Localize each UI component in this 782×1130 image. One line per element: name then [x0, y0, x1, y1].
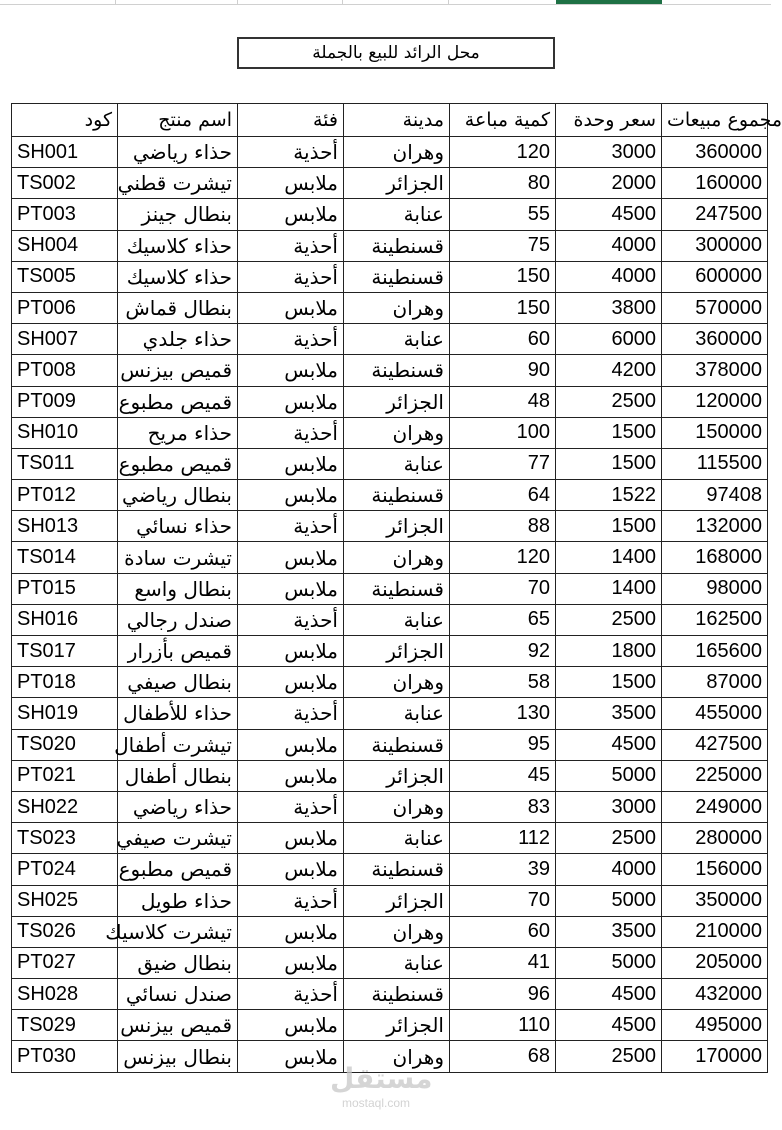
cell-qty[interactable]: 65 — [450, 604, 556, 635]
cell-city[interactable]: الجزائر — [344, 760, 450, 791]
cell-code[interactable]: TS011 — [12, 448, 118, 479]
cell-category[interactable]: ملابس — [238, 199, 344, 230]
cell-total[interactable]: 115500 — [662, 448, 768, 479]
cell-category[interactable]: أحذية — [238, 261, 344, 292]
cell-city[interactable]: وهران — [344, 667, 450, 698]
cell-price[interactable]: 4500 — [556, 1010, 662, 1041]
table-row — [12, 573, 768, 604]
cell-product[interactable]: بنطال بيزنس — [118, 1041, 238, 1072]
cell-qty[interactable]: 120 — [450, 137, 556, 168]
cell-total[interactable]: 360000 — [662, 324, 768, 355]
cell-product[interactable]: قميص بيزنس — [118, 355, 238, 386]
cell-product[interactable]: حذاء كلاسيك — [118, 261, 238, 292]
cell-code[interactable]: TS005 — [12, 261, 118, 292]
cell-product[interactable]: تيشرت سادة — [118, 542, 238, 573]
cell-total[interactable]: 600000 — [662, 261, 768, 292]
cell-product[interactable]: تيشرت كلاسيك — [118, 916, 238, 947]
cell-price[interactable]: 5000 — [556, 760, 662, 791]
cell-product[interactable]: قميص بأزرار — [118, 636, 238, 667]
cell-city[interactable]: الجزائر — [344, 386, 450, 417]
cell-total[interactable]: 378000 — [662, 355, 768, 386]
table-row — [12, 168, 768, 199]
cell-code[interactable]: PT006 — [12, 292, 118, 323]
cell-city[interactable]: وهران — [344, 791, 450, 822]
cell-city[interactable]: قسنطينة — [344, 230, 450, 261]
cell-city[interactable]: قسنطينة — [344, 854, 450, 885]
table-row — [12, 1041, 768, 1072]
cell-product[interactable]: صندل رجالي — [118, 604, 238, 635]
cell-code[interactable]: PT030 — [12, 1041, 118, 1072]
cell-price[interactable]: 2500 — [556, 823, 662, 854]
cell-city[interactable]: عنابة — [344, 604, 450, 635]
cell-category[interactable]: ملابس — [238, 168, 344, 199]
cell-total[interactable]: 360000 — [662, 137, 768, 168]
cell-qty[interactable]: 39 — [450, 854, 556, 885]
cell-price[interactable]: 2500 — [556, 1041, 662, 1072]
cell-qty[interactable]: 90 — [450, 355, 556, 386]
cell-qty[interactable]: 110 — [450, 1010, 556, 1041]
cell-code[interactable]: TS017 — [12, 636, 118, 667]
cell-code[interactable]: TS002 — [12, 168, 118, 199]
table-row — [12, 885, 768, 916]
cell-product[interactable]: حذاء نسائي — [118, 511, 238, 542]
cell-city[interactable]: الجزائر — [344, 511, 450, 542]
cell-city[interactable]: وهران — [344, 137, 450, 168]
cell-code[interactable]: PT027 — [12, 947, 118, 978]
cell-city[interactable]: عنابة — [344, 698, 450, 729]
cell-city[interactable]: عنابة — [344, 324, 450, 355]
cell-price[interactable]: 1500 — [556, 511, 662, 542]
sheet-title-text: محل الرائد للبيع بالجملة — [312, 43, 480, 63]
cell-qty[interactable]: 70 — [450, 885, 556, 916]
cell-qty[interactable]: 58 — [450, 667, 556, 698]
cell-price[interactable]: 2000 — [556, 168, 662, 199]
table-row — [12, 1010, 768, 1041]
cell-product[interactable]: حذاء طويل — [118, 885, 238, 916]
cell-product[interactable]: قميص مطبوع — [118, 854, 238, 885]
cell-category[interactable]: أحذية — [238, 791, 344, 822]
table-row — [12, 137, 768, 168]
table-row — [12, 230, 768, 261]
cell-category[interactable]: ملابس — [238, 916, 344, 947]
column-divider — [342, 0, 343, 4]
cell-price[interactable]: 1400 — [556, 573, 662, 604]
cell-city[interactable]: الجزائر — [344, 885, 450, 916]
cell-qty[interactable]: 150 — [450, 292, 556, 323]
table-row — [12, 791, 768, 822]
cell-code[interactable]: PT015 — [12, 573, 118, 604]
cell-category[interactable]: ملابس — [238, 729, 344, 760]
cell-total[interactable]: 120000 — [662, 386, 768, 417]
cell-total[interactable]: 150000 — [662, 417, 768, 448]
cell-code[interactable]: SH004 — [12, 230, 118, 261]
cell-total[interactable]: 160000 — [662, 168, 768, 199]
cell-qty[interactable]: 80 — [450, 168, 556, 199]
cell-qty[interactable]: 60 — [450, 324, 556, 355]
table-row — [12, 386, 768, 417]
cell-qty[interactable]: 95 — [450, 729, 556, 760]
watermark-url: mostaql.com — [342, 1096, 411, 1110]
cell-category[interactable]: ملابس — [238, 636, 344, 667]
cell-city[interactable]: وهران — [344, 292, 450, 323]
cell-total[interactable]: 300000 — [662, 230, 768, 261]
table-row — [12, 947, 768, 978]
cell-product[interactable]: تيشرت قطني — [118, 168, 238, 199]
header-row — [12, 104, 768, 137]
header-product[interactable]: اسم منتج — [118, 104, 238, 137]
cell-category[interactable]: ملابس — [238, 542, 344, 573]
cell-price[interactable]: 4000 — [556, 261, 662, 292]
cell-city[interactable]: عنابة — [344, 947, 450, 978]
cell-category[interactable]: ملابس — [238, 760, 344, 791]
cell-category[interactable]: ملابس — [238, 573, 344, 604]
cell-qty[interactable]: 130 — [450, 698, 556, 729]
cell-price[interactable]: 1800 — [556, 636, 662, 667]
cell-price[interactable]: 6000 — [556, 324, 662, 355]
cell-category[interactable]: أحذية — [238, 417, 344, 448]
cell-category[interactable]: ملابس — [238, 386, 344, 417]
cell-category[interactable]: أحذية — [238, 979, 344, 1010]
cell-code[interactable]: SH025 — [12, 885, 118, 916]
cell-product[interactable]: قميص مطبوع — [118, 386, 238, 417]
cell-total[interactable]: 162500 — [662, 604, 768, 635]
cell-city[interactable]: الجزائر — [344, 636, 450, 667]
cell-total[interactable]: 350000 — [662, 885, 768, 916]
cell-city[interactable]: عنابة — [344, 199, 450, 230]
table-row — [12, 199, 768, 230]
cell-price[interactable]: 4500 — [556, 979, 662, 1010]
cell-city[interactable]: وهران — [344, 417, 450, 448]
cell-code[interactable]: SH022 — [12, 791, 118, 822]
table-row — [12, 698, 768, 729]
cell-code[interactable]: PT009 — [12, 386, 118, 417]
cell-category[interactable]: أحذية — [238, 324, 344, 355]
cell-total[interactable]: 205000 — [662, 947, 768, 978]
table-row — [12, 292, 768, 323]
cell-qty[interactable]: 112 — [450, 823, 556, 854]
cell-total[interactable]: 432000 — [662, 979, 768, 1010]
cell-price[interactable]: 2500 — [556, 604, 662, 635]
cell-product[interactable]: بنطال أطفال — [118, 760, 238, 791]
table-row — [12, 417, 768, 448]
cell-code[interactable]: TS014 — [12, 542, 118, 573]
cell-qty[interactable]: 64 — [450, 480, 556, 511]
table-row — [12, 355, 768, 386]
cell-city[interactable]: قسنطينة — [344, 355, 450, 386]
cell-total[interactable]: 427500 — [662, 729, 768, 760]
table-row — [12, 511, 768, 542]
selected-column-indicator — [556, 0, 662, 4]
cell-price[interactable]: 4000 — [556, 854, 662, 885]
cell-product[interactable]: صندل نسائي — [118, 979, 238, 1010]
cell-total[interactable]: 455000 — [662, 698, 768, 729]
cell-total[interactable]: 210000 — [662, 916, 768, 947]
cell-category[interactable]: ملابس — [238, 854, 344, 885]
cell-qty[interactable]: 45 — [450, 760, 556, 791]
cell-product[interactable]: قميص بيزنس — [118, 1010, 238, 1041]
cell-total[interactable]: 168000 — [662, 542, 768, 573]
cell-product[interactable]: حذاء جلدي — [118, 324, 238, 355]
table-row — [12, 854, 768, 885]
cell-code[interactable]: SH016 — [12, 604, 118, 635]
cell-qty[interactable]: 48 — [450, 386, 556, 417]
cell-product[interactable]: بنطال واسع — [118, 573, 238, 604]
cell-price[interactable]: 2500 — [556, 386, 662, 417]
cell-category[interactable]: ملابس — [238, 1041, 344, 1072]
cell-category[interactable]: ملابس — [238, 292, 344, 323]
cell-category[interactable]: ملابس — [238, 448, 344, 479]
table-row — [12, 667, 768, 698]
cell-price[interactable]: 3500 — [556, 916, 662, 947]
cell-price[interactable]: 1500 — [556, 667, 662, 698]
cell-price[interactable]: 3000 — [556, 137, 662, 168]
cell-price[interactable]: 3800 — [556, 292, 662, 323]
cell-category[interactable]: ملابس — [238, 823, 344, 854]
cell-total[interactable]: 495000 — [662, 1010, 768, 1041]
cell-city[interactable]: قسنطينة — [344, 261, 450, 292]
cell-qty[interactable]: 75 — [450, 230, 556, 261]
sales-table — [11, 103, 782, 1073]
cell-code[interactable]: TS026 — [12, 916, 118, 947]
cell-city[interactable]: عنابة — [344, 823, 450, 854]
cell-code[interactable]: PT003 — [12, 199, 118, 230]
cell-price[interactable]: 1500 — [556, 448, 662, 479]
cell-code[interactable]: PT021 — [12, 760, 118, 791]
cell-category[interactable]: أحذية — [238, 137, 344, 168]
cell-qty[interactable]: 88 — [450, 511, 556, 542]
cell-total[interactable]: 225000 — [662, 760, 768, 791]
cell-total[interactable]: 280000 — [662, 823, 768, 854]
cell-code[interactable]: SH001 — [12, 137, 118, 168]
cell-price[interactable]: 5000 — [556, 885, 662, 916]
cell-product[interactable]: حذاء مريح — [118, 417, 238, 448]
cell-product[interactable]: بنطال جينز — [118, 199, 238, 230]
cell-qty[interactable]: 150 — [450, 261, 556, 292]
cell-category[interactable]: ملابس — [238, 947, 344, 978]
table-row — [12, 324, 768, 355]
cell-category[interactable]: ملابس — [238, 355, 344, 386]
column-divider — [115, 0, 116, 4]
cell-total[interactable]: 132000 — [662, 511, 768, 542]
cell-city[interactable]: وهران — [344, 916, 450, 947]
table-row — [12, 604, 768, 635]
cell-product[interactable]: حذاء للأطفال — [118, 698, 238, 729]
column-divider — [448, 0, 449, 4]
cell-product[interactable]: تيشرت صيفي — [118, 823, 238, 854]
cell-category[interactable]: أحذية — [238, 604, 344, 635]
cell-code[interactable]: SH010 — [12, 417, 118, 448]
column-header-strip — [0, 0, 771, 5]
cell-product[interactable]: بنطال ضيق — [118, 947, 238, 978]
cell-product[interactable]: تيشرت أطفال — [118, 729, 238, 760]
cell-qty[interactable]: 120 — [450, 542, 556, 573]
cell-code[interactable]: TS023 — [12, 823, 118, 854]
cell-code[interactable]: TS020 — [12, 729, 118, 760]
table-row — [12, 448, 768, 479]
cell-code[interactable]: SH007 — [12, 324, 118, 355]
header-category[interactable]: فئة — [238, 104, 344, 137]
cell-total[interactable]: 165600 — [662, 636, 768, 667]
cell-category[interactable]: أحذية — [238, 511, 344, 542]
cell-city[interactable]: قسنطينة — [344, 480, 450, 511]
table-row — [12, 729, 768, 760]
cell-city[interactable]: قسنطينة — [344, 573, 450, 604]
sheet-title[interactable] — [237, 37, 555, 69]
cell-city[interactable]: الجزائر — [344, 1010, 450, 1041]
cell-price[interactable]: 5000 — [556, 947, 662, 978]
column-divider — [237, 0, 238, 4]
table-row — [12, 480, 768, 511]
cell-code[interactable]: SH013 — [12, 511, 118, 542]
table-row — [12, 916, 768, 947]
table-row — [12, 979, 768, 1010]
cell-code[interactable]: PT012 — [12, 480, 118, 511]
watermark-logo: مستقل — [330, 1062, 433, 1095]
cell-qty[interactable]: 100 — [450, 417, 556, 448]
cell-city[interactable]: وهران — [344, 1041, 450, 1072]
cell-total[interactable]: 87000 — [662, 667, 768, 698]
cell-total[interactable]: 97408 — [662, 480, 768, 511]
cell-total[interactable]: 156000 — [662, 854, 768, 885]
cell-total[interactable]: 170000 — [662, 1041, 768, 1072]
cell-code[interactable]: PT008 — [12, 355, 118, 386]
cell-qty[interactable]: 92 — [450, 636, 556, 667]
cell-price[interactable]: 1522 — [556, 480, 662, 511]
cell-total[interactable]: 247500 — [662, 199, 768, 230]
cell-category[interactable]: ملابس — [238, 667, 344, 698]
cell-qty[interactable]: 96 — [450, 979, 556, 1010]
cell-price[interactable]: 4500 — [556, 199, 662, 230]
cell-total[interactable]: 98000 — [662, 573, 768, 604]
cell-product[interactable]: حذاء كلاسيك — [118, 230, 238, 261]
cell-city[interactable]: وهران — [344, 542, 450, 573]
cell-price[interactable]: 4500 — [556, 729, 662, 760]
cell-price[interactable]: 4200 — [556, 355, 662, 386]
cell-product[interactable]: بنطال قماش — [118, 292, 238, 323]
cell-price[interactable]: 1500 — [556, 417, 662, 448]
cell-qty[interactable]: 70 — [450, 573, 556, 604]
cell-product[interactable]: بنطال رياضي — [118, 480, 238, 511]
table-row — [12, 542, 768, 573]
cell-city[interactable]: قسنطينة — [344, 729, 450, 760]
cell-code[interactable]: PT018 — [12, 667, 118, 698]
cell-qty[interactable]: 77 — [450, 448, 556, 479]
cell-code[interactable]: SH028 — [12, 979, 118, 1010]
table-row — [12, 261, 768, 292]
header-city[interactable]: مدينة — [344, 104, 450, 137]
cell-code[interactable]: PT024 — [12, 854, 118, 885]
table-row — [12, 760, 768, 791]
cell-product[interactable]: حذاء رياضي — [118, 791, 238, 822]
cell-category[interactable]: أحذية — [238, 698, 344, 729]
cell-qty[interactable]: 55 — [450, 199, 556, 230]
header-code[interactable]: كود — [12, 104, 118, 137]
cell-product[interactable]: حذاء رياضي — [118, 137, 238, 168]
cell-price[interactable]: 1400 — [556, 542, 662, 573]
cell-code[interactable]: TS029 — [12, 1010, 118, 1041]
cell-category[interactable]: ملابس — [238, 480, 344, 511]
cell-category[interactable]: ملابس — [238, 1010, 344, 1041]
cell-price[interactable]: 4000 — [556, 230, 662, 261]
cell-qty[interactable]: 83 — [450, 791, 556, 822]
cell-price[interactable]: 3500 — [556, 698, 662, 729]
table-row — [12, 636, 768, 667]
header-qty[interactable]: كمية مباعة — [450, 104, 556, 137]
cell-category[interactable]: أحذية — [238, 885, 344, 916]
cell-city[interactable]: الجزائر — [344, 168, 450, 199]
cell-qty[interactable]: 41 — [450, 947, 556, 978]
cell-code[interactable]: SH019 — [12, 698, 118, 729]
cell-price[interactable]: 3000 — [556, 791, 662, 822]
header-price[interactable]: سعر وحدة — [556, 104, 662, 137]
cell-city[interactable]: قسنطينة — [344, 979, 450, 1010]
cell-city[interactable]: عنابة — [344, 448, 450, 479]
table-row — [12, 823, 768, 854]
cell-total[interactable]: 249000 — [662, 791, 768, 822]
cell-product[interactable]: بنطال صيفي — [118, 667, 238, 698]
cell-qty[interactable]: 68 — [450, 1041, 556, 1072]
header-total[interactable]: مجموع مبيعات — [662, 104, 768, 137]
cell-total[interactable]: 570000 — [662, 292, 768, 323]
cell-qty[interactable]: 60 — [450, 916, 556, 947]
cell-category[interactable]: أحذية — [238, 230, 344, 261]
cell-product[interactable]: قميص مطبوع — [118, 448, 238, 479]
